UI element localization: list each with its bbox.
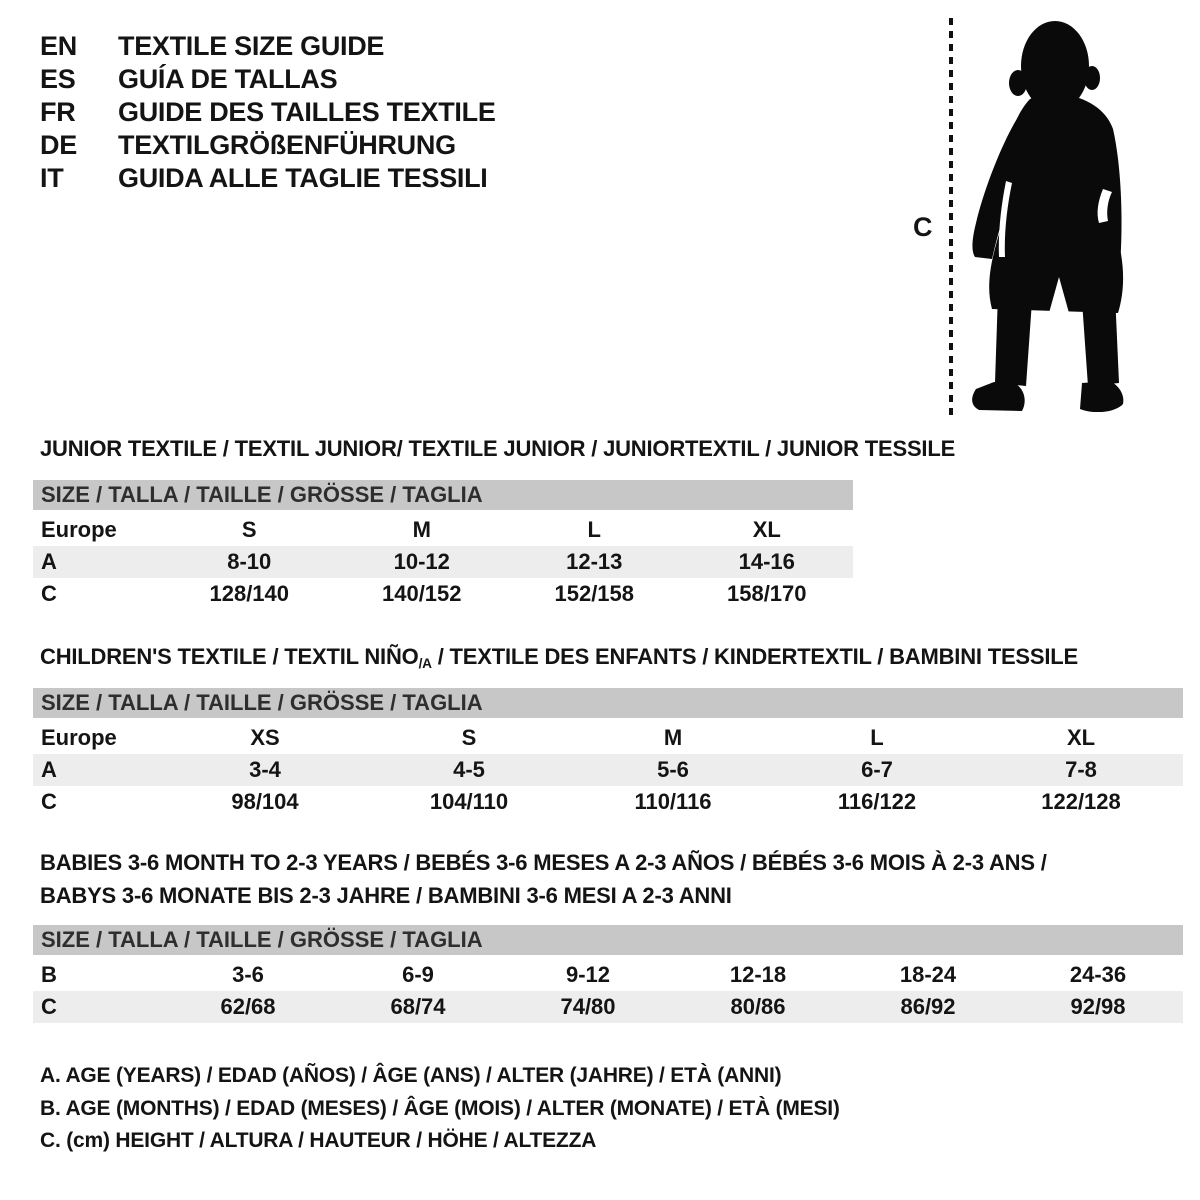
table-cell: 92/98 <box>1070 994 1126 1019</box>
row-label: C <box>41 789 57 814</box>
row-label: B <box>41 962 57 987</box>
height-figure <box>905 16 1145 418</box>
legend-line-a: A. AGE (YEARS) / EDAD (AÑOS) / ÂGE (ANS) / ALTER (JAHRE) / ETÀ (ANNI) <box>40 1064 782 1087</box>
table-cell: 104/110 <box>429 789 509 814</box>
language-label: TEXTILGRÖßENFÜHRUNG <box>118 130 456 160</box>
language-code: DE <box>40 130 77 160</box>
table-cell: 3-6 <box>232 962 264 987</box>
language-code: IT <box>40 163 64 193</box>
children-title-subscript: /A <box>418 655 432 671</box>
language-code: ES <box>40 64 76 94</box>
table-cell: XL <box>752 517 781 542</box>
table-row-height-cm <box>33 786 1183 818</box>
table-cell: 122/128 <box>1041 789 1121 814</box>
table-cell: 18-24 <box>899 962 957 987</box>
row-label: C <box>41 994 57 1019</box>
table-row-height-cm <box>33 991 1183 1023</box>
language-label: GUÍA DE TALLAS <box>118 64 338 94</box>
language-row-it <box>40 162 496 195</box>
size-header-bar: SIZE / TALLA / TAILLE / GRÖSSE / TAGLIA <box>33 480 853 510</box>
language-list <box>40 30 496 195</box>
table-cell: L <box>870 725 884 750</box>
table-cell: 158/170 <box>726 581 807 606</box>
table-cell: 12-18 <box>729 962 787 987</box>
language-row-en <box>40 30 496 63</box>
legend-line-c: C. (cm) HEIGHT / ALTURA / HAUTEUR / HÖHE / ALTEZZA <box>40 1129 597 1152</box>
row-label: Europe <box>41 725 117 750</box>
table-row-europe <box>33 514 853 546</box>
children-section-title <box>40 644 1078 670</box>
table-cell: XS <box>250 725 280 750</box>
table-cell: 5-6 <box>657 757 689 782</box>
language-code: FR <box>40 97 76 127</box>
table-cell: 68/74 <box>390 994 446 1019</box>
language-row-fr <box>40 96 496 129</box>
table-cell: 62/68 <box>220 994 276 1019</box>
table-cell: 98/104 <box>231 789 299 814</box>
language-row-es <box>40 63 496 96</box>
babies-title-line1: BABIES 3-6 MONTH TO 2-3 YEARS / BEBÉS 3-6 MESES A 2-3 AÑOS / BÉBÉS 3-6 MOIS À 2-3 ANS / <box>40 850 1047 875</box>
table-cell: 80/86 <box>730 994 786 1019</box>
language-label: GUIDA ALLE TAGLIE TESSILI <box>118 163 488 193</box>
junior-section-title: JUNIOR TEXTILE / TEXTIL JUNIOR/ TEXTILE JUNIOR / JUNIORTEXTIL / JUNIOR TESSILE <box>40 436 956 461</box>
size-header-bar: SIZE / TALLA / TAILLE / GRÖSSE / TAGLIA <box>33 925 1183 955</box>
row-label: C <box>41 581 57 606</box>
table-cell: 3-4 <box>249 757 281 782</box>
table-cell: S <box>241 517 257 542</box>
children-title-suffix: / TEXTILE DES ENFANTS / KINDERTEXTIL / BAMBINI TESSILE <box>431 644 1079 669</box>
table-cell: 116/122 <box>837 789 917 814</box>
language-code: EN <box>40 31 77 61</box>
table-cell: 128/140 <box>209 581 290 606</box>
language-row-de <box>40 129 496 162</box>
toddler-silhouette-graphic <box>970 20 1130 412</box>
table-row-age-months <box>33 959 1183 991</box>
table-cell: L <box>587 517 601 542</box>
table-cell: M <box>412 517 431 542</box>
table-cell: 6-9 <box>402 962 434 987</box>
table-row-age-years <box>33 754 1183 786</box>
table-cell: 110/116 <box>634 789 712 814</box>
table-cell: 7-8 <box>1065 757 1097 782</box>
children-size-table <box>33 688 1183 818</box>
table-cell: 74/80 <box>560 994 616 1019</box>
table-cell: 24-36 <box>1069 962 1127 987</box>
babies-size-table <box>33 925 1183 1023</box>
table-cell: 152/158 <box>554 581 635 606</box>
table-cell: 12-13 <box>566 549 623 574</box>
babies-section-title <box>40 846 1047 912</box>
table-cell: 10-12 <box>393 549 450 574</box>
table-row-age-years <box>33 546 853 578</box>
table-row-height-cm <box>33 578 853 610</box>
table-cell: 8-10 <box>227 549 272 574</box>
language-label: TEXTILE SIZE GUIDE <box>118 31 385 61</box>
table-cell: XL <box>1066 725 1096 750</box>
table-cell: 6-7 <box>861 757 893 782</box>
table-cell: 9-12 <box>565 962 611 987</box>
measure-label-c: C <box>913 212 933 242</box>
table-cell: S <box>461 725 477 750</box>
legend-line-b: B. AGE (MONTHS) / EDAD (MESES) / ÂGE (MOIS) / ALTER (MONATE) / ETÀ (MESI) <box>40 1096 840 1120</box>
babies-title-line2: BABYS 3-6 MONATE BIS 2-3 JAHRE / BAMBINI 3-6 MESI A 2-3 ANNI <box>40 883 732 908</box>
row-label: A <box>41 757 57 782</box>
table-row-europe <box>33 722 1183 754</box>
measurement-legend <box>40 1060 840 1158</box>
table-cell: 4-5 <box>453 757 485 782</box>
height-measure-line <box>949 18 953 416</box>
size-header-bar: SIZE / TALLA / TAILLE / GRÖSSE / TAGLIA <box>33 688 1183 718</box>
table-cell: 14-16 <box>738 549 795 574</box>
row-label: A <box>41 549 57 574</box>
junior-size-table <box>33 480 853 610</box>
row-label: Europe <box>41 517 117 542</box>
table-cell: M <box>663 725 683 750</box>
table-cell: 86/92 <box>900 994 956 1019</box>
children-title-prefix: CHILDREN'S TEXTILE / TEXTIL NIÑO <box>40 644 419 669</box>
table-cell: 140/152 <box>381 581 462 606</box>
language-label: GUIDE DES TAILLES TEXTILE <box>118 97 496 127</box>
